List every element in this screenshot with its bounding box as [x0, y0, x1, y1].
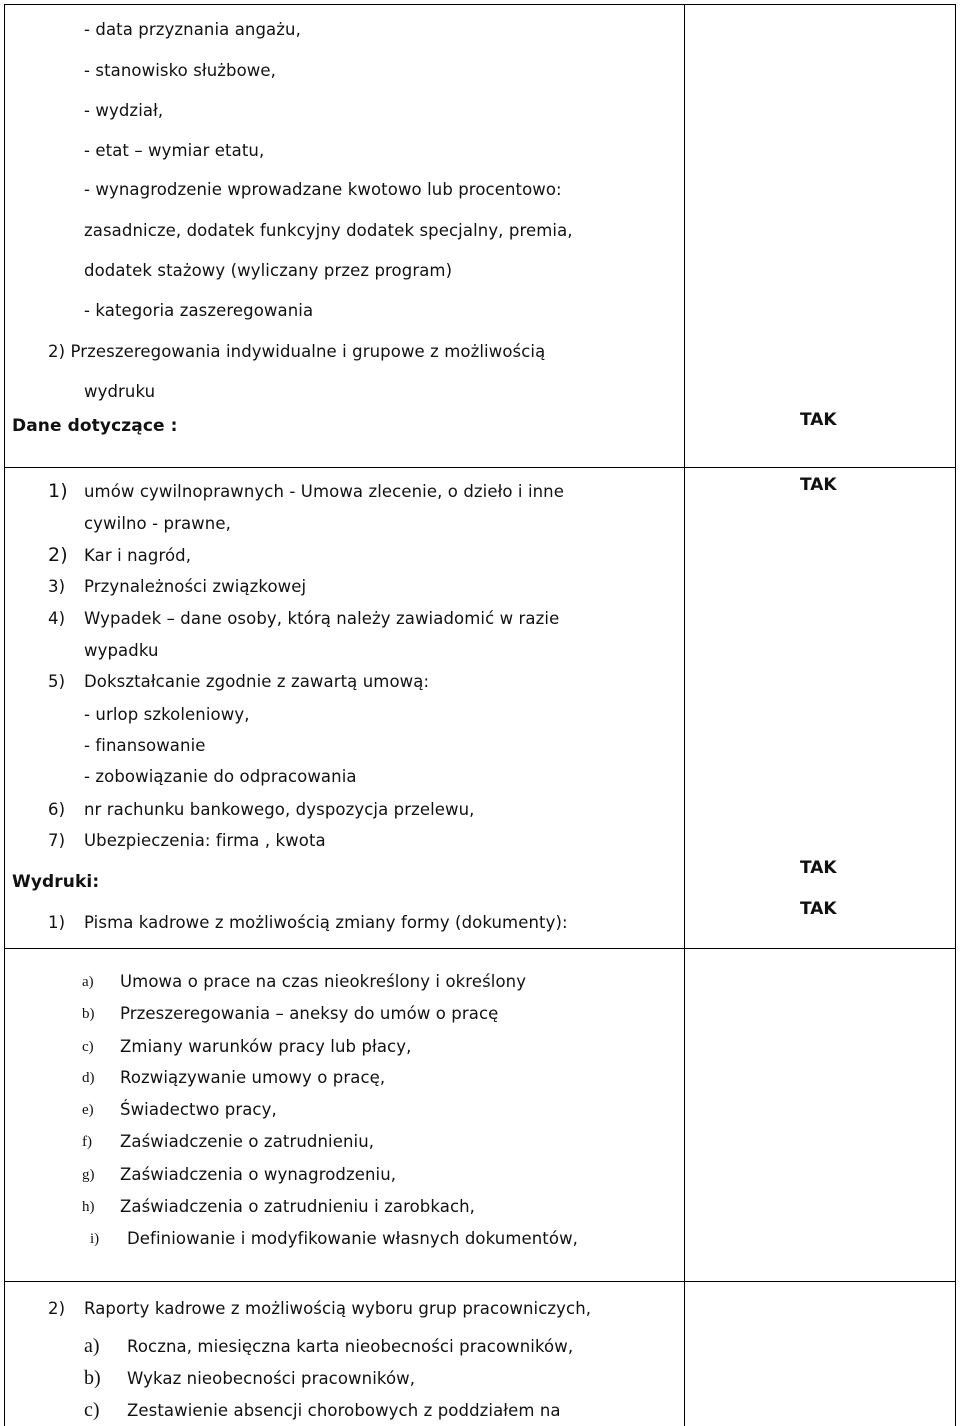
list-item: Rozwiązywanie umowy o pracę,	[120, 1068, 386, 1087]
item-number: 2)	[48, 544, 68, 566]
item-number: 4)	[48, 609, 66, 628]
list-item: Przynależności związkowej	[84, 577, 307, 596]
tak-label: TAK	[800, 858, 837, 878]
item-letter: h)	[82, 1199, 95, 1215]
list-item: - wynagrodzenie wprowadzane kwotowo lub procentowo:	[84, 180, 562, 199]
list-item: Zaświadczenia o zatrudnieniu i zarobkach,	[120, 1197, 476, 1216]
item-letter: c)	[82, 1039, 94, 1055]
table-right-border	[955, 4, 956, 1426]
list-item: Definiowanie i modyfikowanie własnych dokumentów,	[127, 1229, 579, 1248]
item-letter: g)	[82, 1167, 95, 1183]
list-item: Ubezpieczenia: firma , kwota	[84, 831, 326, 850]
item-letter: e)	[82, 1102, 94, 1118]
item-number: 5)	[48, 672, 66, 691]
list-item: Przeszeregowania – aneksy do umów o pracę	[120, 1004, 499, 1023]
list-item: Wykaz nieobecności pracowników,	[127, 1369, 416, 1388]
item-letter: i)	[90, 1231, 100, 1247]
table-top-border	[4, 4, 956, 5]
list-item: - wydział,	[84, 101, 164, 120]
list-item: - finansowanie	[84, 736, 206, 755]
item-number: 1)	[48, 913, 66, 932]
tak-label: TAK	[800, 899, 837, 919]
item-letter: c)	[84, 1399, 100, 1421]
item-number: 7)	[48, 831, 66, 850]
item-number: 2)	[48, 1299, 66, 1318]
list-item: - zobowiązanie do odpracowania	[84, 767, 357, 786]
list-item: - stanowisko służbowe,	[84, 61, 276, 80]
list-item: Świadectwo pracy,	[120, 1100, 277, 1119]
list-item: cywilno - prawne,	[84, 514, 231, 533]
list-item: Zaświadczenie o zatrudnieniu,	[120, 1132, 375, 1151]
item-letter: d)	[82, 1070, 95, 1086]
section-heading-dane: Dane dotyczące :	[12, 416, 178, 436]
item-letter: b)	[82, 1006, 95, 1022]
list-item: Zmiany warunków pracy lub płacy,	[120, 1037, 412, 1056]
list-item: - data przyznania angażu,	[84, 20, 301, 39]
list-item: Pisma kadrowe z możliwością zmiany formy (dokumenty):	[84, 913, 568, 932]
list-item: nr rachunku bankowego, dyspozycja przelewu,	[84, 800, 475, 819]
list-item: Umowa o prace na czas nieokreślony i określony	[120, 972, 527, 991]
table-row-divider	[4, 467, 956, 468]
list-item: Zestawienie absencji chorobowych z poddziałem na	[127, 1401, 561, 1420]
list-item: - etat – wymiar etatu,	[84, 141, 265, 160]
list-item: umów cywilnoprawnych - Umowa zlecenie, o dzieło i inne	[84, 482, 564, 501]
list-item: Kar i nagród,	[84, 546, 192, 565]
item-letter: b)	[84, 1367, 101, 1389]
item-number: 3)	[48, 577, 66, 596]
list-item: wydruku	[84, 382, 156, 401]
table-row-divider	[4, 1281, 956, 1282]
tak-label: TAK	[800, 410, 837, 430]
list-item: dodatek stażowy (wyliczany przez program)	[84, 261, 453, 280]
table-row-divider	[4, 948, 956, 949]
item-letter: f)	[82, 1134, 92, 1150]
list-item: Raporty kadrowe z możliwością wyboru grup pracowniczych,	[84, 1299, 592, 1318]
list-item: - urlop szkoleniowy,	[84, 705, 250, 724]
table-column-divider	[684, 4, 685, 1426]
list-item: - kategoria zaszeregowania	[84, 301, 314, 320]
list-item: 2) Przeszeregowania indywidualne i grupowe z możliwością	[48, 342, 546, 361]
list-item: Zaświadczenia o wynagrodzeniu,	[120, 1165, 397, 1184]
list-item: zasadnicze, dodatek funkcyjny dodatek specjalny, premia,	[84, 221, 573, 240]
section-heading-wydruki: Wydruki:	[12, 872, 100, 892]
list-item: Wypadek – dane osoby, którą należy zawiadomić w razie	[84, 609, 560, 628]
item-letter: a)	[84, 1335, 100, 1357]
list-item: Dokształcanie zgodnie z zawartą umową:	[84, 672, 430, 691]
tak-label: TAK	[800, 475, 837, 495]
list-item: wypadku	[84, 641, 159, 660]
item-letter: a)	[82, 974, 94, 990]
item-number: 6)	[48, 800, 66, 819]
table-left-border	[4, 4, 5, 1426]
item-number: 1)	[48, 480, 68, 502]
list-item: Roczna, miesięczna karta nieobecności pracowników,	[127, 1337, 574, 1356]
